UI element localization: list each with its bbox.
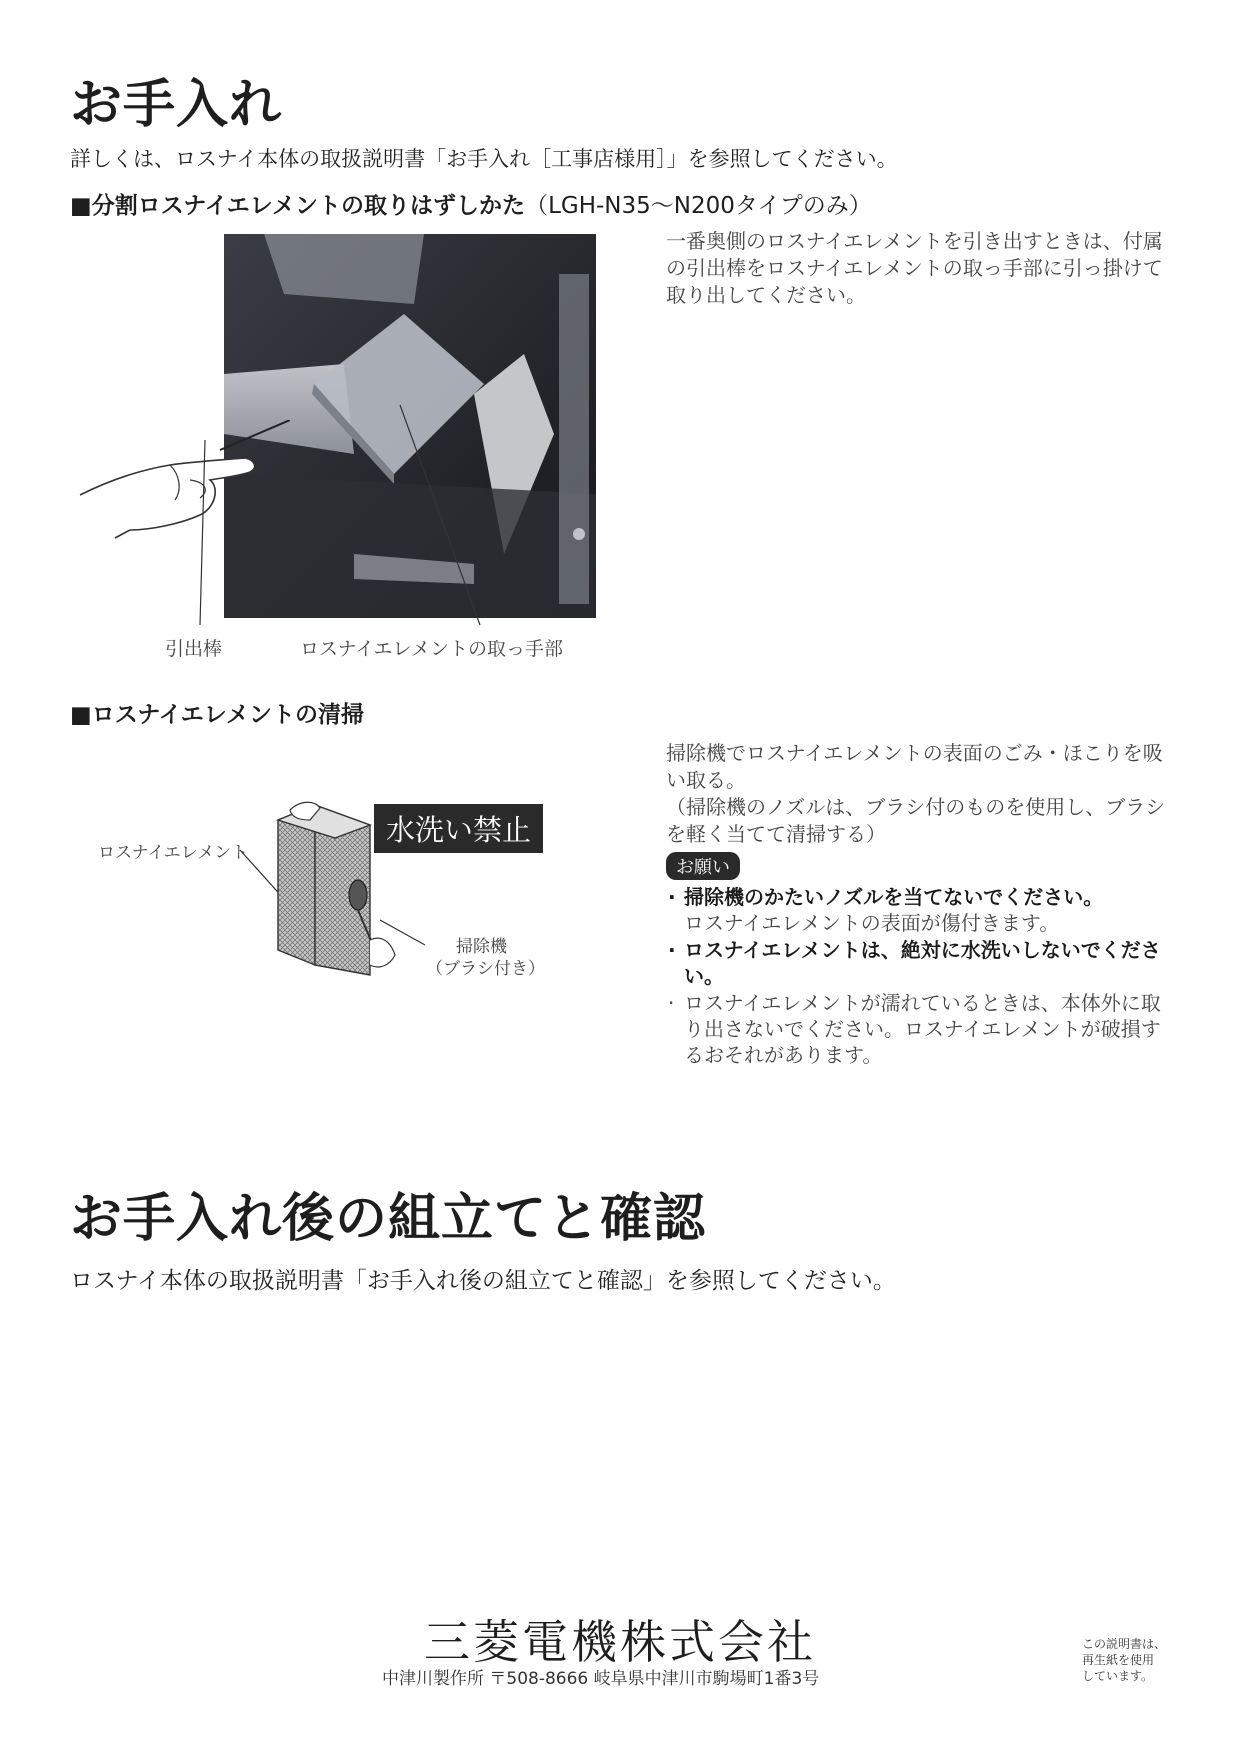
caution-list (666, 884, 1176, 1069)
heading-note: （LGH-N35〜N200タイプのみ） (525, 193, 872, 219)
label-pull-bar: 引出棒 (165, 638, 223, 660)
recycled-paper-note (1082, 1636, 1166, 1684)
reassembly-intro: ロスナイ本体の取扱説明書「お手入れ後の組立てと確認」を参照してください。 (70, 1268, 896, 1294)
recycle-line: この説明書は、 (1082, 1637, 1167, 1651)
cleaning-step-note: （掃除機のノズルは、ブラシ付のものを使用し、ブラシを軽く当てて清掃する） (666, 795, 1166, 846)
caution-item (666, 990, 1176, 1068)
recycle-line: 再生紙を使用 (1082, 1653, 1155, 1667)
caution-subtext: ロスナイエレメントの表面が傷付きます。 (684, 911, 1060, 935)
recycle-line: しています。 (1082, 1669, 1154, 1683)
caution-text: 掃除機のかたいノズルを当てないでください。 (684, 885, 1104, 909)
company-address: 中津川製作所 〒508-8666 岐阜県中津川市駒場町1番3号 (382, 1669, 820, 1689)
caution-item (666, 937, 1176, 989)
label-lossnay-element: ロスナイエレメント (98, 843, 249, 863)
label-vacuum: 掃除機 (456, 937, 507, 957)
label-brush: （ブラシ付き） (426, 959, 545, 979)
heading-text: ■分割ロスナイエレメントの取りはずしかた (70, 193, 526, 219)
caution-item (666, 884, 1176, 936)
no-water-wash-badge: 水洗い禁止 (374, 804, 543, 853)
cleaning-step: 掃除機でロスナイエレメントの表面のごみ・ほこりを吸い取る。 (666, 741, 1163, 792)
section-title-reassembly: お手入れ後の組立てと確認 (70, 1189, 707, 1249)
caution-text: ロスナイエレメントは、絶対に水洗いしないでください。 (684, 938, 1161, 988)
section-heading-cleaning: ■ロスナイエレメントの清掃 (70, 702, 365, 728)
cleaning-description (666, 740, 1176, 848)
request-badge: お願い (666, 852, 740, 880)
caution-text: ロスナイエレメントが濡れているときは、本体外に取り出さないでください。ロスナイエレメントが破損するおそれがあります。 (684, 991, 1161, 1067)
intro-text: 詳しくは、ロスナイ本体の取扱説明書「お手入れ［工事店様用］」を参照してください。 (70, 147, 898, 171)
section-heading-removal (70, 187, 872, 220)
leader-lines (150, 380, 500, 630)
label-element-handle: ロスナイエレメントの取っ手部 (300, 638, 563, 660)
company-name: 三菱電機株式会社 (424, 1615, 816, 1669)
removal-description: 一番奥側のロスナイエレメントを引き出すときは、付属の引出棒をロスナイエレメントの取っ手部に引っ掛けて取り出してください。 (666, 229, 1163, 307)
page-title: お手入れ (70, 75, 283, 135)
